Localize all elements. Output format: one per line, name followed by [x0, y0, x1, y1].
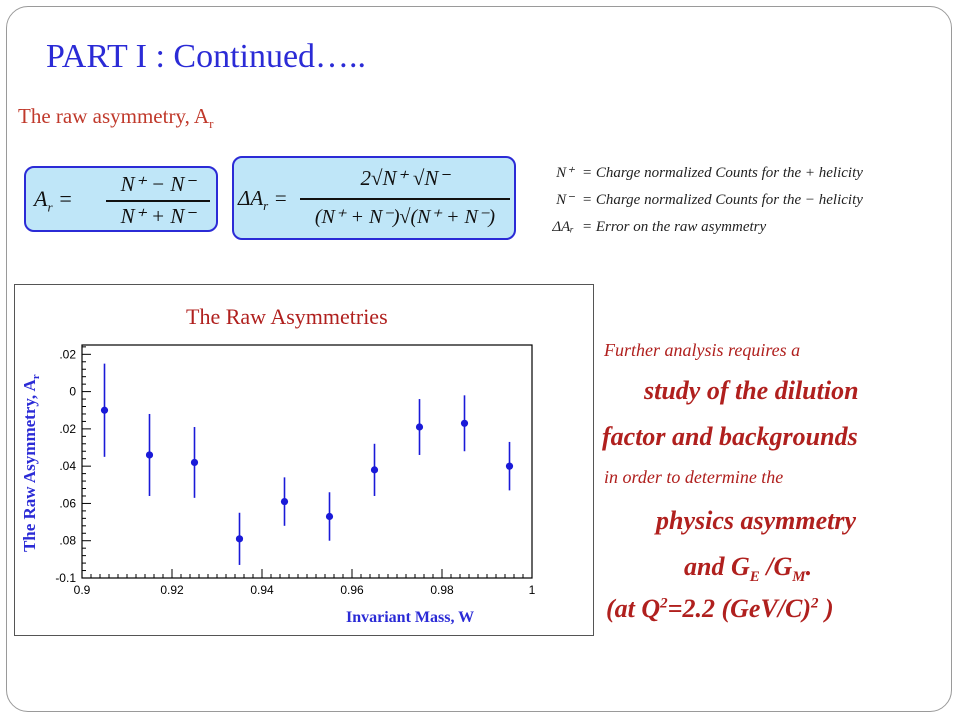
- err-lhs: $\Delta A_r$ =: [238, 186, 288, 214]
- asym-lhs: $A_r$ =: [34, 186, 73, 215]
- y-tick-label: -0.1: [55, 571, 76, 585]
- asymmetry-formula-box: [24, 166, 218, 232]
- y-tick-label: .02: [59, 347, 76, 362]
- y-tick-label: 0: [69, 384, 76, 399]
- definitions-list: [528, 160, 863, 241]
- definition-row: ΔAᵣ = Error on the raw asymmetry: [552, 219, 767, 235]
- y-tick-label: .06: [59, 496, 76, 511]
- y-tick-label: .04: [59, 459, 76, 474]
- x-tick-label: 1: [528, 583, 536, 597]
- error-formula-box: [232, 156, 516, 240]
- note-line-1: Further analysis requires a: [604, 340, 801, 360]
- x-tick-label: 0.96: [340, 583, 364, 597]
- x-axis-title: Invariant Mass, W: [346, 609, 475, 626]
- note-line-4: in order to determine the: [604, 467, 784, 487]
- definition-row: N⁺ = Charge normalized Counts for the + helicity: [556, 165, 863, 181]
- x-tick-label: 0.94: [250, 583, 274, 597]
- subtitle-text: The raw asymmetry, A: [18, 104, 210, 128]
- y-axis-title: The Raw Asymmetry, $A_r$: [19, 374, 43, 553]
- subtitle-sub: r: [209, 116, 214, 132]
- y-tick-label: .02: [59, 421, 76, 436]
- note-line-2: study of the dilution: [644, 376, 859, 405]
- note-line-5: physics asymmetry: [656, 506, 857, 535]
- x-tick-label: 0.92: [160, 583, 184, 597]
- note-line-7: (at $Q^2=2.2$ $(GeV/C)^2$ ): [606, 594, 834, 623]
- plot-panel: [14, 284, 594, 636]
- err-denominator: (N⁺ + N⁻)√(N⁺ + N⁻): [314, 206, 496, 228]
- note-line-6: and $G_E$ $/G_M$.: [684, 552, 813, 586]
- note-line-3: factor and backgrounds: [602, 422, 858, 451]
- definition-row: N⁻ = Charge normalized Counts for the − helicity: [556, 192, 863, 208]
- chart-title: The Raw Asymmetries: [186, 304, 388, 329]
- err-fraction-bar: [300, 198, 510, 200]
- slide-subtitle: [18, 104, 213, 132]
- err-numerator: 2√N⁺ √N⁻: [360, 166, 450, 190]
- y-tick-label: .08: [59, 533, 76, 548]
- asym-denominator: N⁺ + N⁻: [120, 204, 196, 228]
- x-tick-label: 0.98: [430, 583, 454, 597]
- x-tick-label: 0.9: [73, 583, 91, 597]
- asym-numerator: N⁺ − N⁻: [120, 172, 196, 196]
- slide-title: PART I : Continued…..: [46, 38, 367, 75]
- asym-fraction-bar: [106, 200, 210, 202]
